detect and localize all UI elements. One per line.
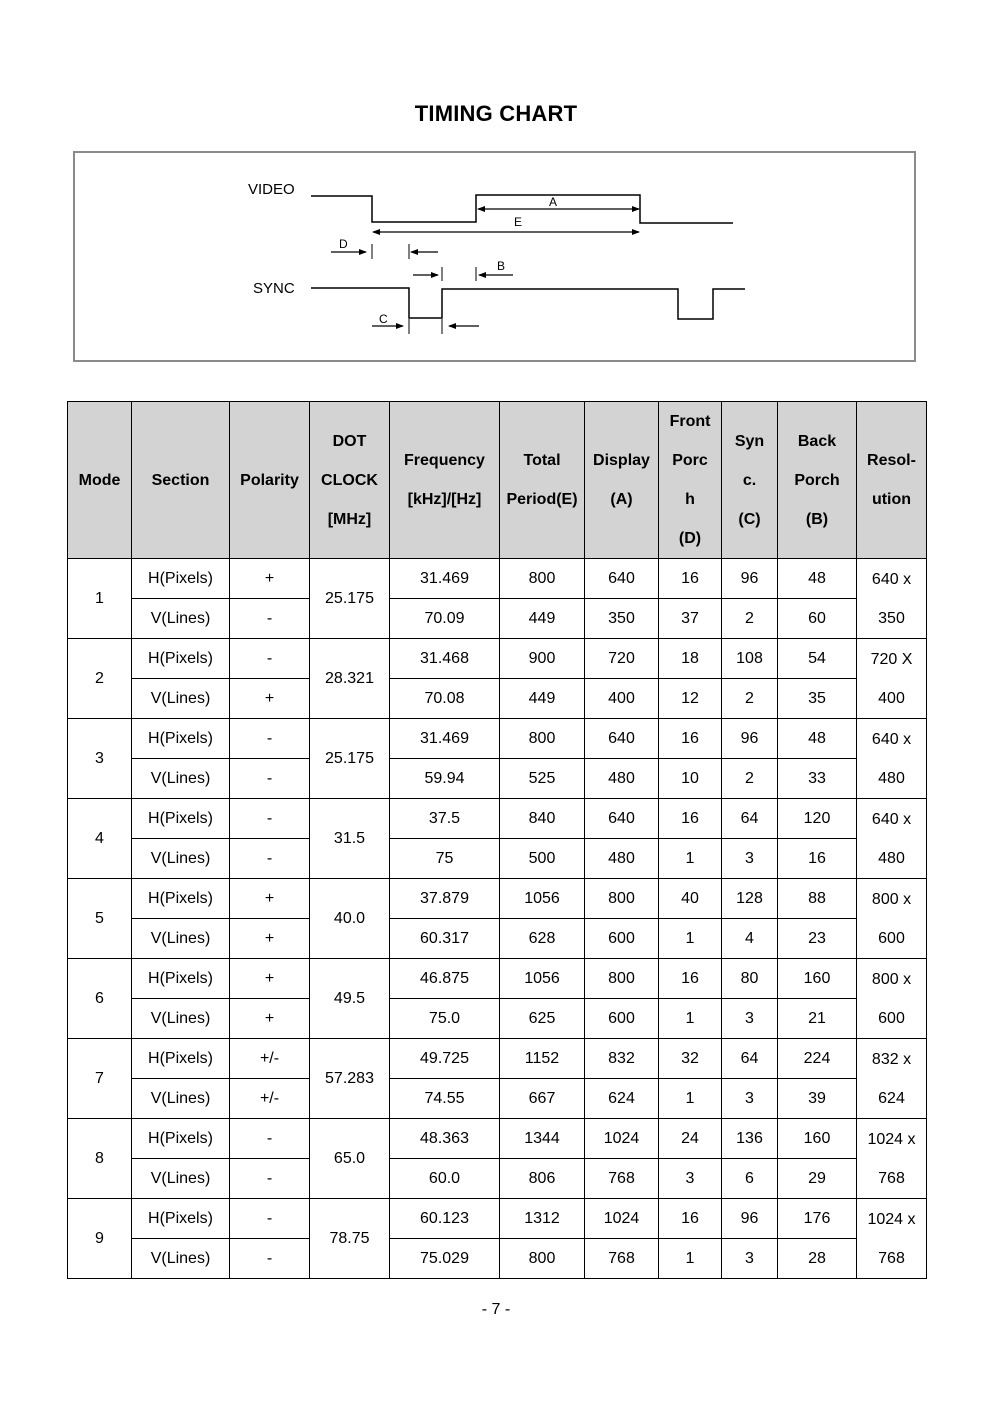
header-sync: Syn c. (C) [722, 402, 778, 559]
header-mode: Mode [68, 402, 132, 559]
total-cell: 840 [500, 799, 585, 839]
label-d: D [339, 237, 348, 251]
polarity-cell: + [230, 559, 310, 599]
table-row [68, 759, 927, 799]
resolution-height: 350 [878, 609, 905, 627]
header-back-porch: Back Porch (B) [778, 402, 857, 559]
front-cell: 1 [659, 999, 722, 1039]
total-cell: 449 [500, 679, 585, 719]
frequency-cell: 60.123 [390, 1199, 500, 1239]
dot-clock-cell: 25.175 [310, 719, 390, 799]
back-cell: 21 [778, 999, 857, 1039]
table-row [68, 599, 927, 639]
section-cell: V(Lines) [132, 679, 230, 719]
total-cell: 1056 [500, 879, 585, 919]
header-front-porch: Front Porc h (D) [659, 402, 722, 559]
dot-clock-cell: 57.283 [310, 1039, 390, 1119]
display-cell: 720 [585, 639, 659, 679]
resolution-height: 600 [878, 929, 905, 947]
mode-cell: 5 [68, 879, 132, 959]
total-cell: 800 [500, 719, 585, 759]
timing-table [67, 401, 927, 1279]
front-cell: 1 [659, 1239, 722, 1279]
polarity-cell: - [230, 839, 310, 879]
sync-cell: 64 [722, 799, 778, 839]
frequency-cell: 49.725 [390, 1039, 500, 1079]
sync-cell: 2 [722, 599, 778, 639]
table-row [68, 959, 927, 999]
dot-clock-cell: 28.321 [310, 639, 390, 719]
sync-cell: 96 [722, 1199, 778, 1239]
total-cell: 1056 [500, 959, 585, 999]
display-cell: 768 [585, 1159, 659, 1199]
back-cell: 60 [778, 599, 857, 639]
front-cell: 16 [659, 1199, 722, 1239]
section-cell: H(Pixels) [132, 959, 230, 999]
dot-clock-cell: 31.5 [310, 799, 390, 879]
front-cell: 1 [659, 1079, 722, 1119]
display-cell: 480 [585, 759, 659, 799]
polarity-cell: - [230, 599, 310, 639]
front-cell: 3 [659, 1159, 722, 1199]
resolution-cell [857, 959, 927, 1039]
header-display: Display (A) [585, 402, 659, 559]
frequency-cell: 70.08 [390, 679, 500, 719]
polarity-cell: + [230, 879, 310, 919]
section-cell: V(Lines) [132, 919, 230, 959]
display-cell: 640 [585, 559, 659, 599]
front-cell: 24 [659, 1119, 722, 1159]
display-cell: 640 [585, 719, 659, 759]
back-cell: 160 [778, 959, 857, 999]
back-cell: 160 [778, 1119, 857, 1159]
total-cell: 900 [500, 639, 585, 679]
display-cell: 624 [585, 1079, 659, 1119]
table-header-row [68, 402, 927, 559]
total-cell: 525 [500, 759, 585, 799]
frequency-cell: 59.94 [390, 759, 500, 799]
dot-clock-cell: 49.5 [310, 959, 390, 1039]
section-cell: H(Pixels) [132, 799, 230, 839]
section-cell: H(Pixels) [132, 639, 230, 679]
sync-cell: 64 [722, 1039, 778, 1079]
sync-cell: 6 [722, 1159, 778, 1199]
resolution-height: 624 [878, 1089, 905, 1107]
polarity-cell: + [230, 999, 310, 1039]
dot-clock-cell: 65.0 [310, 1119, 390, 1199]
section-cell: V(Lines) [132, 759, 230, 799]
section-cell: H(Pixels) [132, 1119, 230, 1159]
mode-cell: 4 [68, 799, 132, 879]
polarity-cell: - [230, 1199, 310, 1239]
sync-cell: 3 [722, 1239, 778, 1279]
sync-cell: 2 [722, 759, 778, 799]
section-cell: V(Lines) [132, 1159, 230, 1199]
resolution-height: 600 [878, 1009, 905, 1027]
table-row [68, 839, 927, 879]
table-row [68, 999, 927, 1039]
table-row [68, 1239, 927, 1279]
resolution-height: 768 [878, 1169, 905, 1187]
back-cell: 23 [778, 919, 857, 959]
section-cell: H(Pixels) [132, 879, 230, 919]
resolution-cell [857, 1199, 927, 1279]
sync-cell: 3 [722, 839, 778, 879]
polarity-cell: + [230, 919, 310, 959]
total-cell: 625 [500, 999, 585, 1039]
display-cell: 832 [585, 1039, 659, 1079]
display-cell: 350 [585, 599, 659, 639]
table-row [68, 919, 927, 959]
polarity-cell: - [230, 1119, 310, 1159]
sync-cell: 3 [722, 999, 778, 1039]
header-section: Section [132, 402, 230, 559]
display-cell: 640 [585, 799, 659, 839]
polarity-cell: +/- [230, 1039, 310, 1079]
back-cell: 39 [778, 1079, 857, 1119]
dot-clock-cell: 78.75 [310, 1199, 390, 1279]
back-cell: 88 [778, 879, 857, 919]
resolution-width: 1024 x [867, 1130, 916, 1148]
mode-cell: 9 [68, 1199, 132, 1279]
table-row [68, 1199, 927, 1239]
resolution-cell [857, 1119, 927, 1199]
table-row [68, 1119, 927, 1159]
section-cell: V(Lines) [132, 999, 230, 1039]
frequency-cell: 31.469 [390, 719, 500, 759]
header-polarity: Polarity [230, 402, 310, 559]
header-frequency: Frequency [kHz]/[Hz] [390, 402, 500, 559]
back-cell: 224 [778, 1039, 857, 1079]
section-cell: H(Pixels) [132, 1199, 230, 1239]
total-cell: 449 [500, 599, 585, 639]
table-row [68, 559, 927, 599]
section-cell: H(Pixels) [132, 1039, 230, 1079]
sync-cell: 80 [722, 959, 778, 999]
total-cell: 800 [500, 559, 585, 599]
page-title: TIMING CHART [414, 101, 578, 126]
display-cell: 480 [585, 839, 659, 879]
section-cell: H(Pixels) [132, 719, 230, 759]
total-cell: 800 [500, 1239, 585, 1279]
sync-cell: 108 [722, 639, 778, 679]
resolution-height: 768 [878, 1249, 905, 1267]
back-cell: 29 [778, 1159, 857, 1199]
frequency-cell: 31.469 [390, 559, 500, 599]
header-total-period: Total Period(E) [500, 402, 585, 559]
sync-cell: 3 [722, 1079, 778, 1119]
resolution-width: 832 x [871, 1050, 912, 1068]
resolution-width: 640 x [871, 570, 912, 588]
polarity-cell: - [230, 1239, 310, 1279]
polarity-cell: - [230, 759, 310, 799]
back-cell: 48 [778, 719, 857, 759]
label-c: C [379, 312, 388, 326]
display-cell: 600 [585, 919, 659, 959]
resolution-width: 720 X [870, 650, 913, 668]
mode-cell: 2 [68, 639, 132, 719]
mode-cell: 8 [68, 1119, 132, 1199]
display-cell: 800 [585, 879, 659, 919]
table-row [68, 799, 927, 839]
sync-waveform [311, 288, 745, 319]
front-cell: 1 [659, 919, 722, 959]
dot-clock-cell: 40.0 [310, 879, 390, 959]
mode-cell: 1 [68, 559, 132, 639]
label-e: E [514, 215, 523, 229]
resolution-height: 400 [878, 689, 905, 707]
front-cell: 16 [659, 559, 722, 599]
back-cell: 28 [778, 1239, 857, 1279]
polarity-cell: + [230, 679, 310, 719]
sync-cell: 96 [722, 719, 778, 759]
front-cell: 16 [659, 799, 722, 839]
display-cell: 800 [585, 959, 659, 999]
resolution-cell [857, 879, 927, 959]
resolution-cell [857, 799, 927, 879]
table-row [68, 1039, 927, 1079]
header-resolution: Resol- ution [857, 402, 927, 559]
page-number: - 7 - [481, 1301, 511, 1318]
resolution-cell [857, 639, 927, 719]
display-cell: 1024 [585, 1119, 659, 1159]
back-cell: 176 [778, 1199, 857, 1239]
table-row [68, 1159, 927, 1199]
header-dot-clock: DOT CLOCK [MHz] [310, 402, 390, 559]
front-cell: 40 [659, 879, 722, 919]
resolution-width: 640 x [871, 810, 912, 828]
sync-cell: 96 [722, 559, 778, 599]
front-cell: 32 [659, 1039, 722, 1079]
front-cell: 12 [659, 679, 722, 719]
back-cell: 120 [778, 799, 857, 839]
front-cell: 10 [659, 759, 722, 799]
table-row [68, 639, 927, 679]
frequency-cell: 31.468 [390, 639, 500, 679]
sync-cell: 4 [722, 919, 778, 959]
resolution-width: 800 x [871, 890, 912, 908]
front-cell: 16 [659, 719, 722, 759]
resolution-height: 480 [878, 849, 905, 867]
mode-cell: 3 [68, 719, 132, 799]
front-cell: 16 [659, 959, 722, 999]
back-cell: 33 [778, 759, 857, 799]
back-cell: 48 [778, 559, 857, 599]
polarity-cell: - [230, 799, 310, 839]
resolution-height: 480 [878, 769, 905, 787]
frequency-cell: 75 [390, 839, 500, 879]
label-a: A [549, 195, 558, 209]
frequency-cell: 60.317 [390, 919, 500, 959]
total-cell: 1152 [500, 1039, 585, 1079]
timing-diagram [73, 151, 916, 362]
front-cell: 1 [659, 839, 722, 879]
display-cell: 400 [585, 679, 659, 719]
resolution-cell [857, 559, 927, 639]
frequency-cell: 46.875 [390, 959, 500, 999]
resolution-cell [857, 1039, 927, 1119]
section-cell: V(Lines) [132, 1239, 230, 1279]
frequency-cell: 74.55 [390, 1079, 500, 1119]
section-cell: V(Lines) [132, 839, 230, 879]
total-cell: 500 [500, 839, 585, 879]
video-label: VIDEO [248, 181, 295, 198]
table-row [68, 719, 927, 759]
total-cell: 667 [500, 1079, 585, 1119]
resolution-width: 800 x [871, 970, 912, 988]
frequency-cell: 75.029 [390, 1239, 500, 1279]
frequency-cell: 70.09 [390, 599, 500, 639]
display-cell: 600 [585, 999, 659, 1039]
mode-cell: 7 [68, 1039, 132, 1119]
label-b: B [497, 259, 506, 273]
back-cell: 54 [778, 639, 857, 679]
polarity-cell: + [230, 959, 310, 999]
display-cell: 1024 [585, 1199, 659, 1239]
polarity-cell: - [230, 1159, 310, 1199]
resolution-cell [857, 719, 927, 799]
frequency-cell: 37.5 [390, 799, 500, 839]
total-cell: 628 [500, 919, 585, 959]
frequency-cell: 60.0 [390, 1159, 500, 1199]
table-row [68, 679, 927, 719]
front-cell: 37 [659, 599, 722, 639]
section-cell: V(Lines) [132, 1079, 230, 1119]
front-cell: 18 [659, 639, 722, 679]
polarity-cell: - [230, 639, 310, 679]
sync-label: SYNC [253, 280, 295, 297]
back-cell: 16 [778, 839, 857, 879]
polarity-cell: - [230, 719, 310, 759]
sync-cell: 2 [722, 679, 778, 719]
timing-table-body [68, 559, 927, 1279]
sync-cell: 136 [722, 1119, 778, 1159]
total-cell: 806 [500, 1159, 585, 1199]
total-cell: 1312 [500, 1199, 585, 1239]
mode-cell: 6 [68, 959, 132, 1039]
section-cell: V(Lines) [132, 599, 230, 639]
resolution-width: 640 x [871, 730, 912, 748]
table-row [68, 879, 927, 919]
resolution-width: 1024 x [867, 1210, 916, 1228]
section-cell: H(Pixels) [132, 559, 230, 599]
back-cell: 35 [778, 679, 857, 719]
frequency-cell: 75.0 [390, 999, 500, 1039]
total-cell: 1344 [500, 1119, 585, 1159]
sync-cell: 128 [722, 879, 778, 919]
frequency-cell: 37.879 [390, 879, 500, 919]
dot-clock-cell: 25.175 [310, 559, 390, 639]
polarity-cell: +/- [230, 1079, 310, 1119]
display-cell: 768 [585, 1239, 659, 1279]
frequency-cell: 48.363 [390, 1119, 500, 1159]
table-row [68, 1079, 927, 1119]
